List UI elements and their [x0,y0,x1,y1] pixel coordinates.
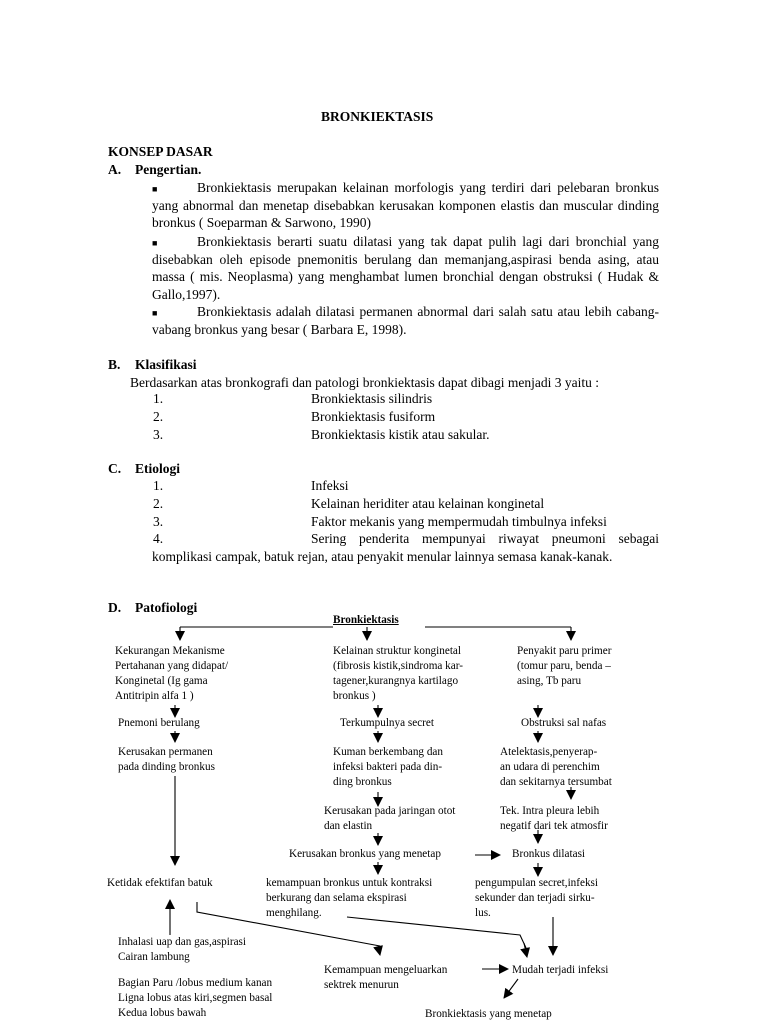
flow-node-right-3: Atelektasis,penyerap- an udara di perenchim dan sekitarnya tersumbat [500,746,612,788]
klasifikasi-intro: Berdasarkan atas bronkografi dan patologi bronkiektasis dapat dibagi menjadi 3 yaitu : [130,375,599,390]
flow-node-right-2: Obstruksi sal nafas [521,717,607,729]
flow-node-right-4: Tek. Intra pleura lebih negatif dari tek atmosfir [500,805,608,832]
list-item: Infeksi [311,478,349,493]
section-c-letter: C. [108,461,122,476]
list-item: Sering penderita mempunyai riwayat pneumoni sebagai [311,531,659,546]
flow-node-middle-4: Kerusakan pada jaringan otot dan elastin [324,805,456,832]
pengertian-paragraph-3: Bronkiektasis adalah dilatasi permanen abnormal dari salah satu atau lebih cabang-vabang bronkus yang besar ( Barbara E, 1998). [152,304,659,337]
pengertian-paragraph-1: Bronkiektasis merupakan kelainan morfologis yang terdiri dari pelebaran bronkus yang abnormal dan menetap disebabkan kerusakan komponen elastis dan muscular dinding bronkus ( Soeparman & Sarwono, 1990) [152,180,659,231]
flow-node-right-6: pengumpulan secret,infeksi sekunder dan terjadi sirku- lus. [475,877,599,919]
flow-node-middle-6: kemampuan bronkus untuk kontraksi berkurang dan selama ekspirasi menghilang. [266,877,433,919]
list-item-continued: komplikasi campak, batuk rejan, atau penyakit menular lainnya semasa kanak-kanak. [152,549,613,564]
list-item-number: 4. [153,531,164,546]
list-item: Bronkiektasis kistik atau sakular. [311,427,490,442]
pengertian-paragraph-2: Bronkiektasis berarti suatu dilatasi yang tak dapat pulih lagi dari bronchial yang disebabkan oleh episode pnemonitis berulang dan memanjang,aspirasi benda asing, atau massa ( mis. Neoplasma) yang menghambat lumen bronchial dengan obstruksi ( Hudak & Gallo,1997). [152,234,659,303]
flow-node-left-4: Ketidak efektifan batuk [107,877,213,889]
flow-node-left-5: Inhalasi uap dan gas,aspirasi Cairan lambung [118,936,246,963]
list-item-number: 2. [153,409,164,424]
flow-node-middle-2: Terkumpulnya secret [340,717,434,729]
list-item: Bronkiektasis fusiform [311,409,436,424]
flow-node-right-1: Penyakit paru primer (tomur paru, benda – asing, Tb paru [517,645,612,687]
flow-node-left-6: Bagian Paru /lobus medium kanan Ligna lobus atas kiri,segmen basal Kedua lobus bawah [118,977,273,1019]
section-d-heading: Patofiologi [135,600,198,615]
flow-node-middle-5: Kerusakan bronkus yang menetap [289,848,441,860]
section-b-heading: Klasifikasi [135,357,197,372]
list-item-number: 1. [153,391,164,406]
flow-node-left-2: Pnemoni berulang [118,717,200,729]
bullet-icon: ■ [152,184,158,194]
section-a-heading: Pengertian. [135,162,202,177]
section-b-letter: B. [108,357,121,372]
section-konsep-dasar: KONSEP DASAR [108,144,213,159]
flow-node-left-1: Kekurangan Mekanisme Pertahanan yang didapat/ Konginetal (Ig gama Antitripin alfa 1 ) [115,645,229,702]
flow-node-right-5: Bronkus dilatasi [512,848,586,860]
flow-node-bottom: Bronkiektasis yang menetap [425,1008,552,1020]
list-item: Faktor mekanis yang mempermudah timbulnya infeksi [311,514,607,529]
flow-node-right-7: Mudah terjadi infeksi [512,964,609,976]
flow-node-middle-1: Kelainan struktur konginetal (fibrosis kistik,sindroma kar- tagener,kurangnya kartilago bronkus ) [333,645,463,702]
arrow [504,979,518,998]
section-c-heading: Etiologi [135,461,181,476]
bullet-icon: ■ [152,238,158,248]
section-a-letter: A. [108,162,122,177]
bullet-icon: ■ [152,308,158,318]
list-item-number: 1. [153,478,164,493]
list-item-number: 3. [153,427,164,442]
flow-node-middle-7: Kemampuan mengeluarkan sektrek menurun [324,964,448,991]
list-item: Kelainan heriditer atau kelainan konginetal [311,496,545,511]
list-item: Bronkiektasis silindris [311,391,433,406]
flow-root-node: Bronkiektasis [333,614,399,626]
arrow [378,946,380,955]
page-title: BRONKIEKTASIS [321,109,434,124]
list-item-number: 2. [153,496,164,511]
list-item-number: 3. [153,514,164,529]
flow-node-middle-3: Kuman berkembang dan infeksi bakteri pada din- ding bronkus [333,746,443,788]
section-d-letter: D. [108,600,122,615]
flow-node-left-3: Kerusakan permanen pada dinding bronkus [118,746,215,773]
